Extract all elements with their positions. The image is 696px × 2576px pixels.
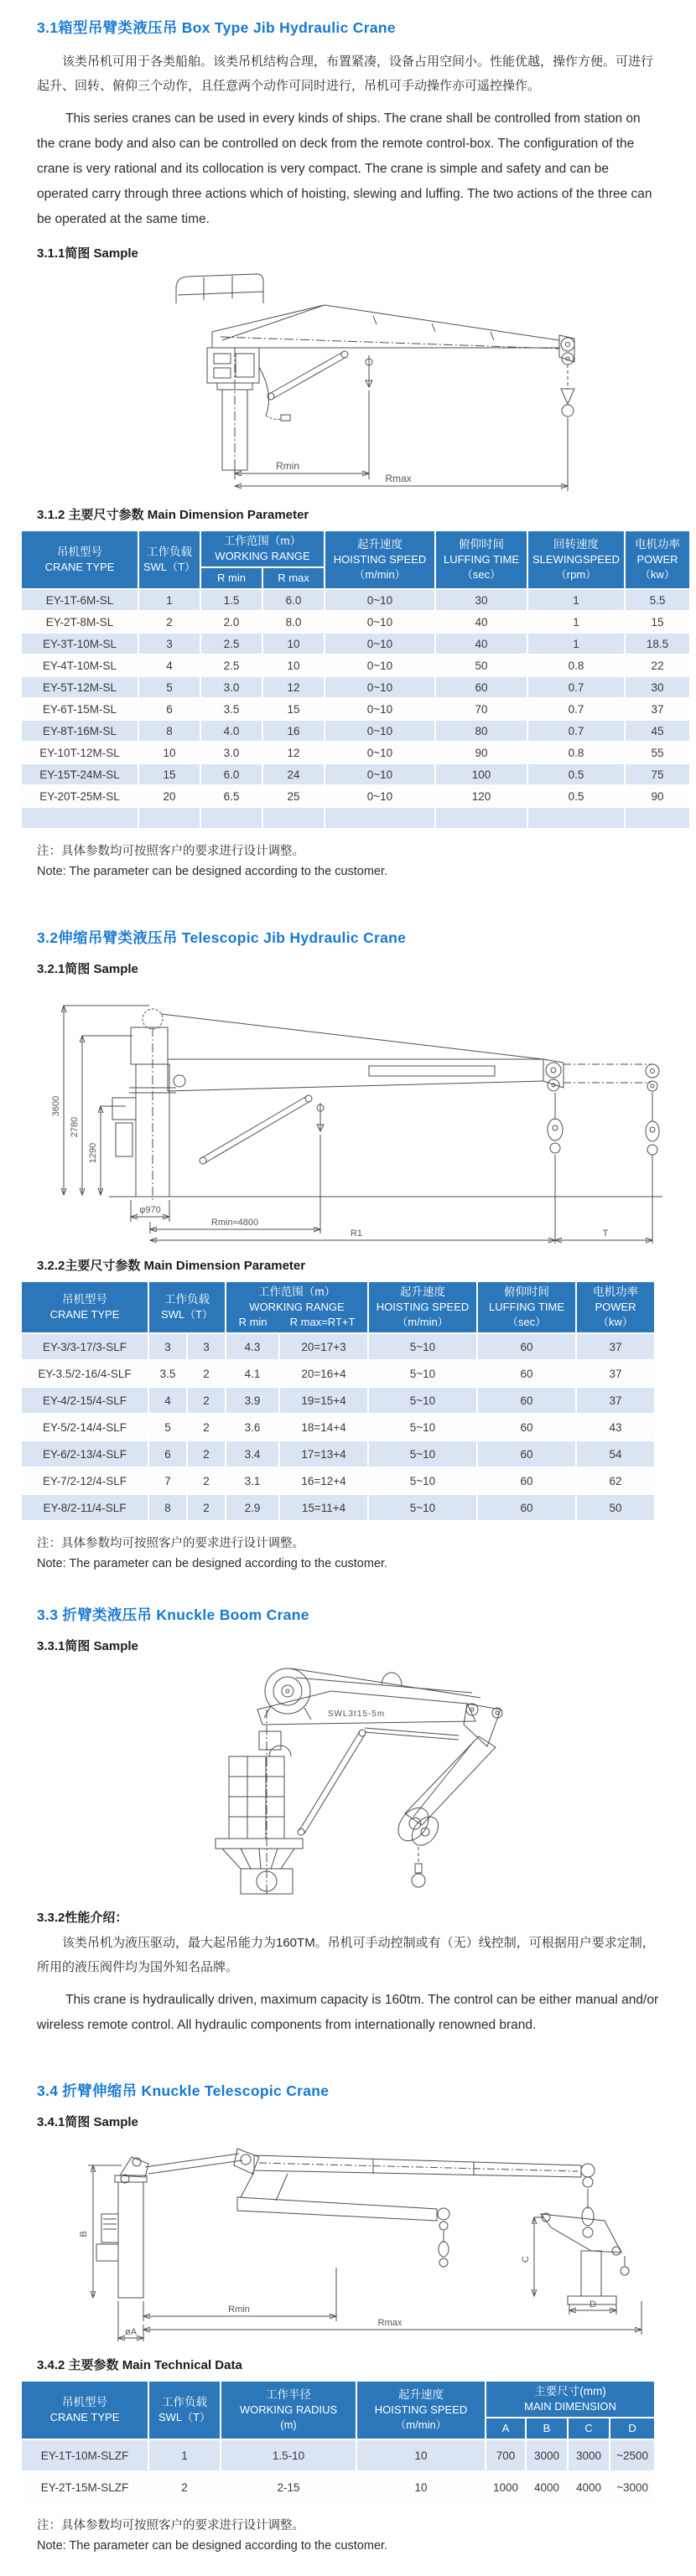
table-cell: 8.0 (263, 612, 324, 632)
col-r-max: R max (263, 568, 324, 588)
table-cell: 17=13+4 (280, 1441, 367, 1466)
table-cell: 5 (139, 677, 200, 697)
dim-label-rmax: Rmax (377, 2318, 403, 2328)
col-dim-d: D (610, 2418, 654, 2439)
table-cell (22, 808, 138, 828)
table-cell: 5~10 (369, 1388, 476, 1413)
table-cell: 5~10 (369, 1441, 476, 1466)
table-cell: 30 (626, 677, 689, 697)
note-cn: 注：具体参数均可按照客户的要求进行设计调整。 (37, 1537, 304, 1550)
table-cell: 0.5 (528, 786, 624, 806)
note-en: Note: The parameter can be designed according to the customer. (37, 865, 388, 878)
table-cell: EY-2T-15M-SLZF (22, 2472, 148, 2502)
table-cell: 90 (436, 742, 527, 763)
table-cell: 25 (263, 786, 324, 806)
table-cell: 0.7 (528, 699, 624, 719)
table-cell: EY-20T-25M-SL (22, 786, 138, 806)
table-cell: 2 (149, 2472, 220, 2502)
table-body (22, 1334, 654, 1520)
table-cell: 1.5-10 (221, 2440, 356, 2470)
table-cell: 4 (139, 655, 200, 675)
section-3-1-paragraph-en: This series cranes can be used in every kinds of ships. The crane shall be controlled from station on the crane body and also can be controlled on deck from the remote control-box. The configuration of the crane is very rational and its collocation is very compact. The crane is simple and safety and can be operated carry through three actions which of hoisting, slewing and luffing. The two actions of the three can be operated at the same time. (37, 111, 652, 226)
table-cell: EY-8/2-11/4-SLF (22, 1495, 148, 1520)
table-cell: 2 (188, 1388, 225, 1413)
table-cell: 4.0 (201, 721, 262, 741)
table-cell: 5~10 (369, 1415, 476, 1440)
col-dim-b: B (527, 2418, 567, 2439)
heading-3-3-2-performance: 3.3.2性能介绍： (37, 1911, 128, 1925)
table-cell: 0~10 (325, 699, 434, 719)
table-cell: 22 (626, 655, 689, 675)
table-cell: 7 (149, 1468, 186, 1493)
knuckle-boom-crane-drawing (80, 1658, 616, 1896)
table-cell: 1.5 (201, 590, 262, 610)
table-cell: 0~10 (325, 721, 434, 741)
table-cell: 5 (149, 1415, 186, 1440)
table-cell: 4.3 (226, 1334, 278, 1359)
col-dim-a: A (486, 2418, 525, 2439)
table-cell: 0~10 (325, 764, 434, 784)
table-cell: 4000 (527, 2472, 567, 2502)
table-cell: 0.5 (528, 764, 624, 784)
table-cell: EY-1T-6M-SL (22, 590, 138, 610)
table-cell: 43 (577, 1415, 654, 1440)
table-cell: 20=16+4 (280, 1361, 367, 1386)
knuckle-telescopic-crane-drawing-wrap (20, 2134, 676, 2347)
table-cell: 1 (528, 634, 624, 654)
table-cell: 60 (478, 1468, 575, 1493)
col-working-radius: 工作半径 WORKING RADIUS (m) (221, 2382, 356, 2439)
table-cell: 3.4 (226, 1441, 278, 1466)
table-cell: 3 (149, 1334, 186, 1359)
table-cell: 0.7 (528, 677, 624, 697)
col-r-min: R min (238, 1316, 267, 1328)
table-cell: 37 (626, 699, 689, 719)
table-row (22, 655, 689, 675)
table-cell: 3.0 (201, 677, 262, 697)
table-cell: 3000 (569, 2440, 609, 2470)
dim-label-3600: 3600 (51, 1095, 61, 1117)
table-head (22, 1282, 654, 1332)
table-cell: 8 (139, 721, 200, 741)
table-cell: 45 (626, 721, 689, 741)
table-cell: 0.8 (528, 655, 624, 675)
boom-swl-label: SWL3t15-5m (327, 1710, 386, 1719)
table-cell: 16 (263, 721, 324, 741)
table-cell: 6.5 (201, 786, 262, 806)
table-cell: 37 (577, 1388, 654, 1413)
table-cell: 15 (626, 612, 689, 632)
col-swl: 工作负载 SWL（T） (149, 2382, 220, 2439)
table-cell: 1 (528, 612, 624, 632)
table-cell: 8 (149, 1495, 186, 1520)
table-cell: 90 (626, 786, 689, 806)
table-cell: 0~10 (325, 786, 434, 806)
table-cell: 6 (149, 1441, 186, 1466)
table-cell: 37 (577, 1361, 654, 1386)
table-cell: 30 (436, 590, 527, 610)
table-cell: 10 (263, 634, 324, 654)
dim-label-rmin: Rmin≈4800 (210, 1218, 259, 1228)
table-cell: 18.5 (626, 634, 689, 654)
dim-label-t: T (602, 1229, 609, 1239)
table-cell (139, 808, 200, 828)
table-cell: 12 (263, 742, 324, 763)
table-cell: 15 (139, 764, 200, 784)
table-cell (263, 808, 324, 828)
dim-label-c: C (521, 2256, 531, 2263)
col-r-max: R max=RT+T (289, 1316, 356, 1328)
dim-label-dia-a: øA (124, 2327, 138, 2337)
telescopic-crane-drawing (25, 980, 671, 1244)
col-main-dimension: 主要尺寸(mm) MAIN DIMENSION (486, 2382, 654, 2417)
table-cell: 4.1 (226, 1361, 278, 1386)
table-cell: EY-4T-10M-SL (22, 655, 138, 675)
table-cell: 10 (357, 2472, 485, 2502)
table-cell: 60 (478, 1388, 575, 1413)
table-cell: 3000 (527, 2440, 567, 2470)
table-row (22, 699, 689, 719)
dim-label-b: B (79, 2231, 89, 2237)
table-cell: 12 (263, 677, 324, 697)
table-cell (528, 808, 624, 828)
table-cell (201, 808, 262, 828)
col-hoisting-speed: 起升速度 HOISTING SPEED （m/min） (369, 1282, 476, 1332)
col-hoisting-speed: 起升速度 HOISTING SPEED （m/min） (325, 531, 434, 588)
table-cell: 4 (149, 1388, 186, 1413)
dim-label-rmin: Rmin (228, 2304, 250, 2315)
table-cell: EY-7/2-12/4-SLF (22, 1468, 148, 1493)
table-cell: 2 (188, 1361, 225, 1386)
table-row (22, 677, 689, 697)
table-cell: EY-2T-8M-SL (22, 612, 138, 632)
table-cell: 2-15 (221, 2472, 356, 2502)
table-cell: 40 (436, 634, 527, 654)
table-cell: 2.5 (201, 634, 262, 654)
heading-3-1-1-sample: 3.1.1简图 Sample (37, 246, 138, 261)
table-head (22, 2382, 654, 2439)
table-cell: EY-3.5/2-16/4-SLF (22, 1361, 148, 1386)
table-cell: 18=14+4 (280, 1415, 367, 1440)
table-cell: 700 (486, 2440, 525, 2470)
table-cell: EY-5/2-14/4-SLF (22, 1415, 148, 1440)
table-cell: 3 (188, 1334, 225, 1359)
table-cell: 15 (263, 699, 324, 719)
table-cell: 3.1 (226, 1468, 278, 1493)
table-body (22, 2440, 654, 2502)
note-block (37, 841, 659, 882)
note-block (37, 1534, 659, 1574)
table-cell: 6.0 (201, 764, 262, 784)
table-cell: 24 (263, 764, 324, 784)
table-cell: 5~10 (369, 1495, 476, 1520)
table-row (22, 721, 689, 741)
table-row (22, 590, 689, 610)
table-cell: 100 (436, 764, 527, 784)
table-cell: 20=17+3 (280, 1334, 367, 1359)
telescopic-crane-drawing-wrap (20, 980, 676, 1248)
table-cell: 60 (478, 1495, 575, 1520)
table-cell: 0~10 (325, 634, 434, 654)
table-cell: 4000 (569, 2472, 609, 2502)
table-cell: EY-6/2-13/4-SLF (22, 1441, 148, 1466)
col-dim-c: C (569, 2418, 609, 2439)
table-body (22, 590, 689, 828)
table-cell: 60 (436, 677, 527, 697)
table-cell: 1000 (486, 2472, 525, 2502)
note-cn: 注：具体参数均可按照客户的要求进行设计调整。 (37, 845, 304, 858)
section-3-3-paragraph-cn: 该类吊机为液压驱动，最大起吊能力为160TM。吊机可手动控制或有（无）线控制，可根据用户要求定制，所用的液压阀件均为国外知名品牌。 (37, 1936, 655, 1974)
table-cell: EY-6T-15M-SL (22, 699, 138, 719)
table-cell: 60 (478, 1415, 575, 1440)
table-cell: 50 (436, 655, 527, 675)
col-working-range: 工作范围（m） WORKING RANGE R min R max=RT+T (226, 1282, 367, 1332)
table-row (22, 808, 689, 828)
dim-label-1290: 1290 (88, 1142, 98, 1164)
col-swl: 工作负载 SWL（T） (149, 1282, 225, 1332)
table-cell: 3.6 (226, 1415, 278, 1440)
box-jib-crane-drawing (96, 265, 600, 493)
heading-3-4-1-sample: 3.4.1简图 Sample (37, 2115, 138, 2129)
table-cell: 2 (188, 1468, 225, 1493)
table-row (22, 612, 689, 632)
table-row (22, 1495, 654, 1520)
table-cell: EY-5T-12M-SL (22, 677, 138, 697)
col-power: 电机功率 POWER （kw） (577, 1282, 654, 1332)
table-row (22, 1334, 654, 1359)
note-block (37, 2516, 659, 2556)
section-3-1-title: 3.1箱型吊臂类液压吊 Box Type Jib Hydraulic Crane (37, 19, 396, 36)
dim-label-rmin: Rmin (275, 460, 300, 472)
table-row (22, 2472, 654, 2502)
col-power: 电机功率 POWER （kw） (626, 531, 689, 588)
table-cell: 15=11+4 (280, 1495, 367, 1520)
heading-3-1-2-parameters: 3.1.2 主要尺寸参数 Main Dimension Parameter (37, 508, 309, 522)
heading-3-2-2-parameters: 3.2.2主要尺寸参数 Main Dimension Parameter (37, 1259, 306, 1273)
table-cell: 2 (188, 1495, 225, 1520)
dim-label-2780: 2780 (70, 1116, 80, 1138)
table-cell: 0~10 (325, 742, 434, 763)
col-crane-type: 吊机型号 CRANE TYPE (22, 2382, 148, 2439)
section-3-1-paragraph-cn: 该类吊机可用于各类船舶。该类吊机结构合理，布置紧凑，设备占用空间小。性能优越，操作方便。可进行起升、回转、俯仰三个动作，且任意两个动作可同时进行，吊机可手动操作亦可遥控操作。 (37, 54, 654, 93)
table-cell (325, 808, 434, 828)
table-cell: 3.9 (226, 1388, 278, 1413)
table-cell: EY-3/3-17/3-SLF (22, 1334, 148, 1359)
table-cell: 10 (139, 742, 200, 763)
table-row (22, 786, 689, 806)
col-luffing-time: 俯仰时间 LUFFING TIME （sec） (478, 1282, 575, 1332)
table-cell: 2 (188, 1441, 225, 1466)
table-cell: 5~10 (369, 1334, 476, 1359)
note-en: Note: The parameter can be designed according to the customer. (37, 1557, 388, 1570)
heading-3-2-1-sample: 3.2.1简图 Sample (37, 962, 138, 976)
table-cell (626, 808, 689, 828)
table-cell: 10 (357, 2440, 485, 2470)
table-cell: 3.5 (201, 699, 262, 719)
col-r-min: R min (201, 568, 262, 588)
table-cell: 1 (528, 590, 624, 610)
table-cell: 60 (478, 1361, 575, 1386)
col-hoisting-speed: 起升速度 HOISTING SPEED （m/min） (357, 2382, 485, 2439)
table-row (22, 1361, 654, 1386)
knuckle-telescopic-parameter-table (20, 2380, 656, 2504)
table-cell: EY-1T-10M-SLZF (22, 2440, 148, 2470)
table-cell: 0~10 (325, 655, 434, 675)
table-cell: 2 (188, 1415, 225, 1440)
table-row (22, 2440, 654, 2470)
table-cell: ~3000 (610, 2472, 654, 2502)
section-3-2-title: 3.2伸缩吊臂类液压吊 Telescopic Jib Hydraulic Crane (37, 929, 407, 946)
knuckle-telescopic-crane-drawing (38, 2134, 658, 2343)
table-cell: 16=12+4 (280, 1468, 367, 1493)
table-cell: 3.5 (149, 1361, 186, 1386)
table-cell: 2.9 (226, 1495, 278, 1520)
table-head (22, 531, 689, 588)
heading-3-4-2-parameters: 3.4.2 主要参数 Main Technical Data (37, 2358, 242, 2372)
table-cell: 80 (436, 721, 527, 741)
table-cell: 0~10 (325, 677, 434, 697)
dim-label-r1: R1 (350, 1229, 363, 1239)
table-cell: 20 (139, 786, 200, 806)
telescopic-parameter-table (20, 1280, 656, 1522)
col-crane-type: 吊机型号 CRANE TYPE (22, 531, 138, 588)
box-jib-crane-drawing-wrap (20, 265, 676, 497)
table-cell: 55 (626, 742, 689, 763)
table-cell: 120 (436, 786, 527, 806)
table-cell: EY-15T-24M-SL (22, 764, 138, 784)
table-cell: 10 (263, 655, 324, 675)
box-jib-parameter-table (20, 530, 691, 830)
table-cell: 1 (149, 2440, 220, 2470)
section-3-3-paragraph-en: This crane is hydraulically driven, maximum capacity is 160tm. The control can be either manual and/or wireless remote control. All hydraulic components from internationally renowned brand. (37, 1993, 659, 2032)
col-slewing-speed: 回转速度 SLEWINGSPEED （rpm） (528, 531, 624, 588)
table-row (22, 1441, 654, 1466)
table-cell: 5~10 (369, 1361, 476, 1386)
table-row (22, 1388, 654, 1413)
table-cell: 40 (436, 612, 527, 632)
note-cn: 注：具体参数均可按照客户的要求进行设计调整。 (37, 2519, 304, 2532)
table-cell: ~2500 (610, 2440, 654, 2470)
table-cell: 37 (577, 1334, 654, 1359)
col-luffing-time: 俯仰时间 LUFFING TIME （sec） (436, 531, 527, 588)
table-cell: 1 (139, 590, 200, 610)
table-cell: 60 (478, 1334, 575, 1359)
table-cell: 0~10 (325, 590, 434, 610)
table-cell: 54 (577, 1441, 654, 1466)
table-row (22, 1415, 654, 1440)
heading-3-3-1-sample: 3.3.1简图 Sample (37, 1639, 138, 1653)
col-swl: 工作负载 SWL（T） (139, 531, 200, 588)
table-cell: 0.8 (528, 742, 624, 763)
table-cell: 62 (577, 1468, 654, 1493)
section-3-4-title: 3.4 折臂伸缩吊 Knuckle Telescopic Crane (37, 2082, 330, 2099)
table-row (22, 764, 689, 784)
col-crane-type: 吊机型号 CRANE TYPE (22, 1282, 148, 1332)
table-cell: 0~10 (325, 612, 434, 632)
table-row (22, 1468, 654, 1493)
table-cell (436, 808, 527, 828)
table-cell: 50 (577, 1495, 654, 1520)
table-cell: 0.7 (528, 721, 624, 741)
table-cell: 70 (436, 699, 527, 719)
col-working-range: 工作范围（m） WORKING RANGE (201, 531, 324, 566)
table-cell: 19=15+4 (280, 1388, 367, 1413)
table-cell: 5.5 (626, 590, 689, 610)
dim-label-d: D (590, 2299, 596, 2310)
table-cell: EY-8T-16M-SL (22, 721, 138, 741)
table-cell: 60 (478, 1441, 575, 1466)
table-cell: EY-3T-10M-SL (22, 634, 138, 654)
section-3-3-title: 3.3 折臂类液压吊 Knuckle Boom Crane (37, 1606, 309, 1623)
table-cell: 2 (139, 612, 200, 632)
table-row (22, 634, 689, 654)
dim-label-dia970: φ970 (139, 1205, 161, 1215)
note-en: Note: The parameter can be designed according to the customer. (37, 2539, 388, 2553)
table-cell: 6.0 (263, 590, 324, 610)
dim-label-rmax: Rmax (385, 473, 412, 484)
knuckle-boom-crane-drawing-wrap (20, 1658, 676, 1900)
table-row (22, 742, 689, 763)
table-cell: 3 (139, 634, 200, 654)
table-cell: EY-4/2-15/4-SLF (22, 1388, 148, 1413)
table-cell: 3.0 (201, 742, 262, 763)
table-cell: 5~10 (369, 1468, 476, 1493)
table-cell: EY-10T-12M-SL (22, 742, 138, 763)
table-cell: 2.0 (201, 612, 262, 632)
table-cell: 6 (139, 699, 200, 719)
table-cell: 75 (626, 764, 689, 784)
table-cell: 2.5 (201, 655, 262, 675)
